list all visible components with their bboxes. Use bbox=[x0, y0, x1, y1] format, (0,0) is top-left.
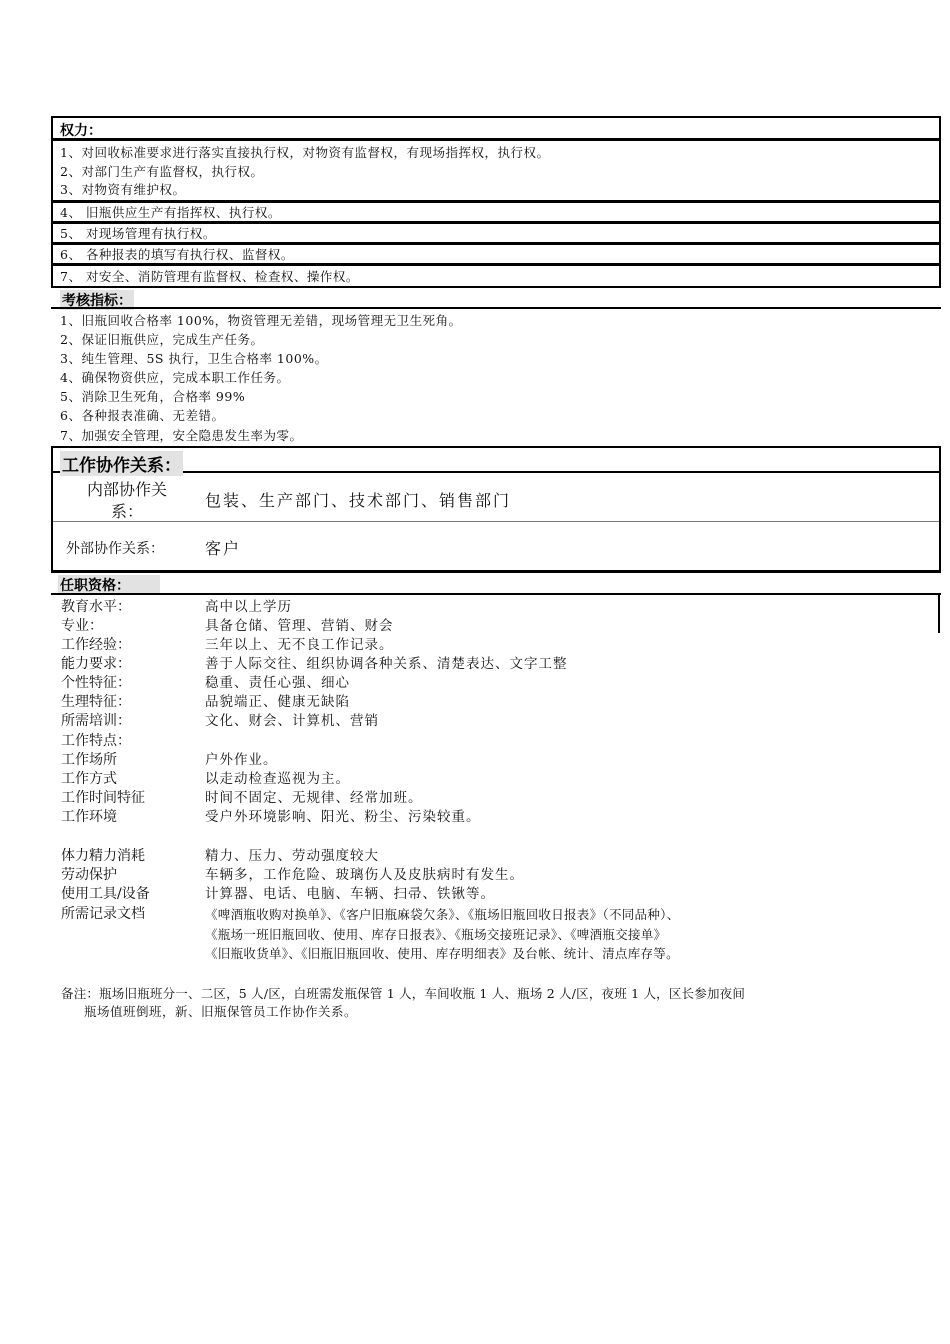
qual-value-environment: 受户外环境影响、阳光、粉尘、污染较重。 bbox=[205, 809, 481, 825]
powers-heading-box bbox=[51, 116, 941, 140]
qual-label-education: 教育水平： bbox=[61, 599, 131, 615]
remarks-line1: 备注：瓶场旧瓶班分一、二区，5 人/区，白班需发瓶保管 1 人，车间收瓶 1 人、瓶场 2 人/区，夜班 1 人，区长参加夜间 bbox=[61, 986, 746, 1001]
qualifications-divider bbox=[51, 593, 941, 595]
kpi-item-3: 3、纯生管理、5S 执行，卫生合格率 100%。 bbox=[60, 351, 328, 366]
kpi-item-5: 5、消除卫生死角，合格率 99% bbox=[60, 389, 246, 404]
qual-label-ability: 能力要求： bbox=[61, 656, 131, 672]
internal-cooperation-label bbox=[62, 479, 192, 523]
external-cooperation-label: 外部协作关系： bbox=[66, 541, 164, 557]
kpi-item-4: 4、确保物资供应，完成本职工作任务。 bbox=[60, 370, 290, 385]
kpi-item-6: 6、各种报表准确、无差错。 bbox=[60, 408, 225, 423]
qual-value-documents-line2: 《瓶场一班旧瓶回收、使用、库存日报表》、《瓶场交接班记录》、《啤酒瓶交接单》 bbox=[205, 927, 667, 942]
qual-label-work-hours: 工作时间特征 bbox=[61, 790, 145, 806]
qual-label-protection: 劳动保护 bbox=[61, 867, 117, 883]
kpi-item-2: 2、保证旧瓶供应，完成生产任务。 bbox=[60, 332, 264, 347]
qual-label-experience: 工作经验： bbox=[61, 637, 131, 653]
qual-value-training: 文化、财会、计算机、营销 bbox=[205, 713, 379, 729]
qual-label-personality: 个性特征： bbox=[61, 675, 131, 691]
qual-label-documents: 所需记录文档 bbox=[61, 906, 145, 922]
powers-item-2: 2、对部门生产有监督权，执行权。 bbox=[60, 164, 264, 179]
qualifications-heading: 任职资格： bbox=[58, 575, 160, 595]
qual-value-experience: 三年以上、无不良工作记录。 bbox=[205, 637, 394, 653]
qual-value-energy: 精力、压力、劳动强度较大 bbox=[205, 848, 379, 864]
powers-item-1: 1、对回收标准要求进行落实直接执行权，对物资有监督权，有现场指挥权，执行权。 bbox=[60, 145, 550, 160]
cooperation-heading-divider bbox=[51, 471, 941, 473]
qual-label-workplace: 工作场所 bbox=[61, 752, 117, 768]
qual-value-documents-line1: 《啤酒瓶收购对换单》、《客户旧瓶麻袋欠条》、《瓶场旧瓶回收日报表》（不同品种）、 bbox=[205, 907, 680, 922]
qual-value-protection: 车辆多，工作危险、玻璃伤人及皮肤病时有发生。 bbox=[205, 867, 524, 883]
powers-item-3: 3、对物资有维护权。 bbox=[60, 182, 186, 197]
kpi-heading: 考核指标： bbox=[60, 290, 134, 310]
qual-value-work-mode: 以走动检查巡视为主。 bbox=[205, 771, 350, 787]
qual-label-environment: 工作环境 bbox=[61, 809, 117, 825]
powers-item-6: 6、 各种报表的填写有执行权、监督权。 bbox=[60, 247, 294, 262]
powers-item-5: 5、 对现场管理有执行权。 bbox=[60, 226, 216, 241]
kpi-item-7: 7、加强安全管理，安全隐患发生率为零。 bbox=[60, 428, 303, 443]
qual-value-physiology: 品貌端正、健康无缺陷 bbox=[205, 694, 350, 710]
qual-label-energy: 体力精力消耗 bbox=[61, 848, 145, 864]
qual-value-workplace: 户外作业。 bbox=[205, 752, 278, 768]
qual-value-education: 高中以上学历 bbox=[205, 599, 292, 615]
qual-value-tools: 计算器、电话、电脑、车辆、扫帚、铁锹等。 bbox=[205, 886, 495, 902]
qual-value-documents-line3: 《旧瓶收货单》、《旧瓶旧瓶回收、使用、库存明细表》及台帐、统计、清点库存等。 bbox=[205, 946, 679, 961]
qual-value-major: 具备仓储、管理、营销、财会 bbox=[205, 618, 394, 634]
qual-label-tools: 使用工具/设备 bbox=[61, 886, 150, 902]
external-cooperation-value: 客户 bbox=[205, 539, 242, 558]
powers-item-7: 7、 对安全、消防管理有监督权、检查权、操作权。 bbox=[60, 269, 359, 284]
qualifications-right-edge bbox=[938, 593, 940, 633]
internal-cooperation-value: 包装、生产部门、技术部门、销售部门 bbox=[205, 491, 512, 510]
kpi-divider bbox=[51, 307, 941, 309]
qual-label-work-mode: 工作方式 bbox=[61, 771, 117, 787]
qual-label-major: 专业： bbox=[61, 618, 103, 634]
qual-label-training: 所需培训： bbox=[61, 713, 131, 729]
qual-value-ability: 善于人际交往、组织协调各种关系、清楚表达、文字工整 bbox=[205, 656, 568, 672]
qual-value-personality: 稳重、责任心强、细心 bbox=[205, 675, 350, 691]
remarks-line2: 瓶场值班倒班，新、旧瓶保管员工作协作关系。 bbox=[84, 1004, 358, 1019]
cooperation-heading: 工作协作关系： bbox=[60, 451, 183, 476]
qual-label-physiology: 生理特征： bbox=[61, 694, 131, 710]
internal-cooperation-label-line2: 系： bbox=[110, 502, 143, 521]
internal-cooperation-label-line1: 内部协作关 bbox=[86, 480, 167, 499]
powers-heading: 权力： bbox=[60, 123, 102, 139]
qual-value-work-hours: 时间不固定、无规律、经常加班。 bbox=[205, 790, 423, 806]
powers-item-4: 4、 旧瓶供应生产有指挥权、执行权。 bbox=[60, 205, 281, 220]
cooperation-row-divider bbox=[53, 521, 939, 522]
qual-label-work-traits: 工作特点： bbox=[61, 733, 131, 749]
kpi-item-1: 1、旧瓶回收合格率 100%，物资管理无差错，现场管理无卫生死角。 bbox=[60, 313, 462, 328]
